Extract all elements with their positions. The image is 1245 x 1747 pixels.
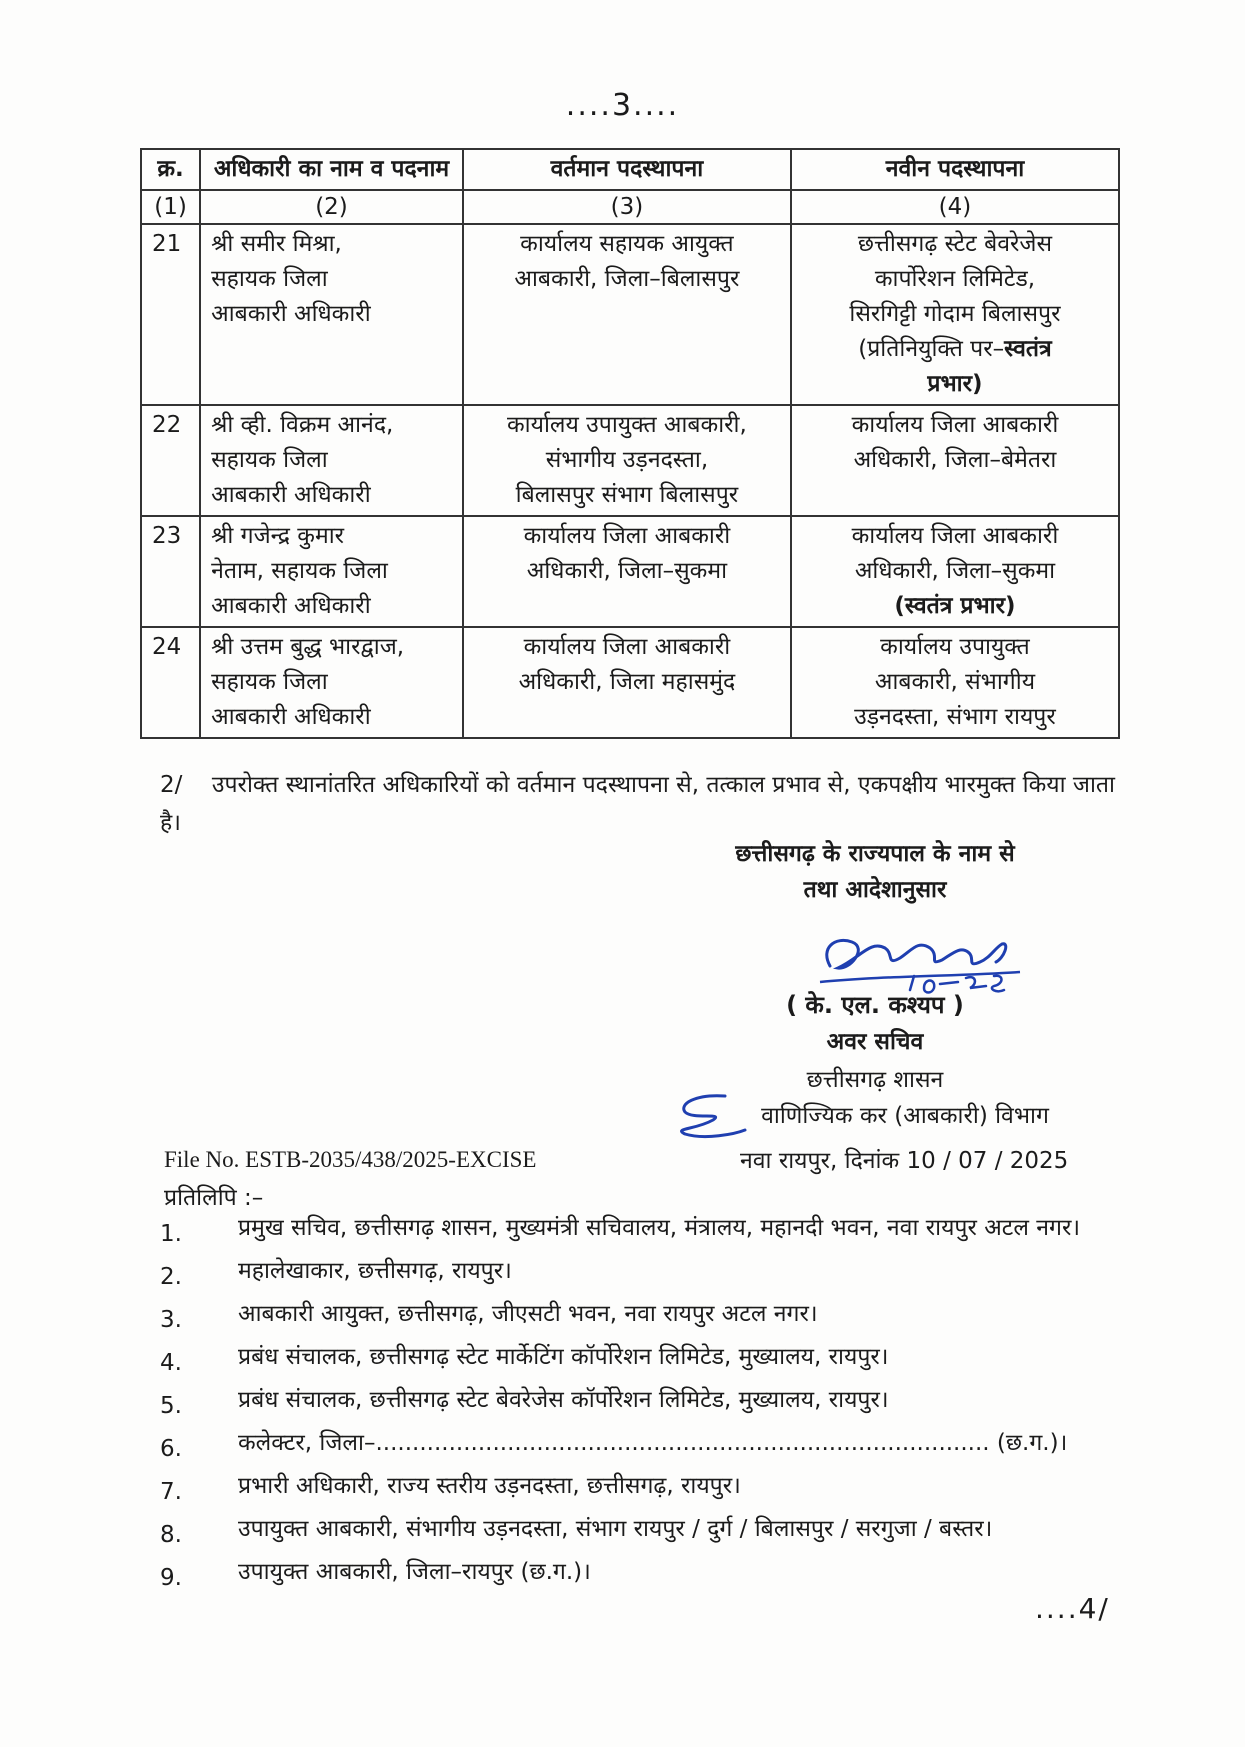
posting-text: (प्रतिनियुक्ति पर– <box>858 336 1005 362</box>
posting-line: उड़नदस्ता, संभाग रायपुर <box>854 704 1056 730</box>
signature-image <box>790 918 1050 998</box>
relief-paragraph <box>160 766 1115 842</box>
current-posting-cell <box>463 516 791 627</box>
posting-line: बिलासपुर संभाग बिलासपुर <box>515 482 739 508</box>
current-posting-cell <box>463 224 791 405</box>
list-text: प्रभारी अधिकारी, राज्य स्तरीय उड़नदस्ता, छत्तीसगढ़, रायपुर। <box>238 1473 741 1499</box>
list-item <box>160 1511 1115 1554</box>
posting-line: (स्वतंत्र प्रभार) <box>894 593 1016 619</box>
list-item <box>160 1554 1115 1597</box>
list-item <box>160 1253 1115 1296</box>
list-number: 1. <box>160 1221 182 1247</box>
table-header-row <box>141 149 1119 190</box>
col-number: (3) <box>463 190 791 224</box>
serial-cell: 24 <box>141 627 200 738</box>
serial-cell: 21 <box>141 224 200 405</box>
new-posting-cell <box>791 627 1119 738</box>
officer-line: आबकारी अधिकारी <box>211 704 371 730</box>
posting-line: कार्यालय सहायक आयुक्त <box>520 231 734 257</box>
officer-line: श्री उत्तम बुद्ध भारद्वाज, <box>211 634 405 660</box>
posting-line: संभागीय उड़नदस्ता, <box>545 447 709 473</box>
list-text: उपायुक्त आबकारी, जिला–रायपुर (छ.ग.)। <box>238 1559 591 1585</box>
table-row <box>141 405 1119 516</box>
officer-line: आबकारी अधिकारी <box>211 593 371 619</box>
officer-line: श्री गजेन्द्र कुमार <box>211 523 345 549</box>
col-number: (4) <box>791 190 1119 224</box>
serial-cell: 23 <box>141 516 200 627</box>
table-row <box>141 627 1119 738</box>
posting-line: अधिकारी, जिला महासमुंद <box>518 669 736 695</box>
col-number: (1) <box>141 190 200 224</box>
posting-line <box>802 332 1108 367</box>
list-number: 8. <box>160 1522 182 1548</box>
posting-line: आबकारी, संभागीय <box>874 669 1036 695</box>
posting-line: कार्यालय जिला आबकारी <box>851 412 1059 438</box>
list-text: महालेखाकार, छत्तीसगढ़, रायपुर। <box>238 1258 512 1284</box>
list-text: प्रबंध संचालक, छत्तीसगढ़ स्टेट मार्केटिंग कॉर्पोरेशन लिमिटेड, मुख्यालय, रायपुर। <box>238 1344 889 1370</box>
posting-line: कार्यालय जिला आबकारी <box>523 523 731 549</box>
column-number-row <box>141 190 1119 224</box>
posting-line: कार्यालय जिला आबकारी <box>851 523 1059 549</box>
file-number: File No. ESTB-2035/438/2025-EXCISE <box>164 1147 537 1172</box>
government-name: छत्तीसगढ़ शासन <box>806 1067 944 1093</box>
posting-line: अधिकारी, जिला–सुकमा <box>526 558 728 584</box>
officer-line: सहायक जिला <box>211 266 328 292</box>
list-item <box>160 1468 1115 1511</box>
posting-line: कार्यालय उपायुक्त <box>880 634 1030 660</box>
officer-line: सहायक जिला <box>211 447 328 473</box>
initial-mark-icon <box>665 1090 755 1140</box>
list-text: आबकारी आयुक्त, छत्तीसगढ़, जीएसटी भवन, नवा रायपुर अटल नगर। <box>238 1301 818 1327</box>
signatory-designation: अवर सचिव <box>826 1029 924 1055</box>
posting-line: आबकारी, जिला–बिलासपुर <box>514 266 740 292</box>
officer-cell <box>200 224 463 405</box>
list-item <box>160 1296 1115 1339</box>
list-item <box>160 1339 1115 1382</box>
current-posting-cell <box>463 405 791 516</box>
department-name: वाणिज्यिक कर (आबकारी) विभाग <box>761 1103 1049 1129</box>
posting-line: कार्यालय उपायुक्त आबकारी, <box>507 412 747 438</box>
header-current-posting: वर्तमान पदस्थापना <box>463 149 791 190</box>
posting-line: सिरगिट्टी गोदाम बिलासपुर <box>849 301 1061 327</box>
officer-line: नेताम, सहायक जिला <box>211 558 388 584</box>
header-serial: क्र. <box>141 149 200 190</box>
col-number: (2) <box>200 190 463 224</box>
list-item <box>160 1382 1115 1425</box>
list-number: 3. <box>160 1307 182 1333</box>
serial-cell: 22 <box>141 405 200 516</box>
authority-line-2: तथा आदेशानुसार <box>803 877 947 903</box>
posting-line: अधिकारी, जिला–सुकमा <box>854 558 1056 584</box>
posting-line: प्रभार) <box>927 371 983 397</box>
new-posting-cell <box>791 224 1119 405</box>
authority-line-1: छत्तीसगढ़ के राज्यपाल के नाम से <box>735 841 1015 867</box>
signatory-name: ( के. एल. कश्यप ) <box>786 991 964 1019</box>
officer-cell <box>200 516 463 627</box>
list-number: 5. <box>160 1393 182 1419</box>
list-number: 4. <box>160 1350 182 1376</box>
officer-line: श्री व्ही. विक्रम आनंद, <box>211 412 394 438</box>
posting-line: कार्यालय जिला आबकारी <box>523 634 731 660</box>
posting-line: छत्तीसगढ़ स्टेट बेवरेजेस <box>857 231 1053 257</box>
table-row <box>141 224 1119 405</box>
list-text: प्रबंध संचालक, छत्तीसगढ़ स्टेट बेवरेजेस कॉर्पोरेशन लिमिटेड, मुख्यालय, रायपुर। <box>238 1387 889 1413</box>
list-text: कलेक्टर, जिला–.................................................................................... (छ.ग.)। <box>238 1430 1068 1456</box>
officer-line: आबकारी अधिकारी <box>211 301 371 327</box>
list-number: 9. <box>160 1565 182 1591</box>
posting-line: अधिकारी, जिला–बेमेतरा <box>853 447 1057 473</box>
current-posting-cell <box>463 627 791 738</box>
list-number: 6. <box>160 1436 182 1462</box>
new-posting-cell <box>791 405 1119 516</box>
officer-cell <box>200 405 463 516</box>
paragraph-text: उपरोक्त स्थानांतरित अधिकारियों को वर्तमान पदस्थापना से, तत्काल प्रभाव से, एकपक्षीय भारमुक्त किया जाता है। <box>160 772 1115 836</box>
header-officer: अधिकारी का नाम व पदनाम <box>200 149 463 190</box>
list-item <box>160 1210 1115 1253</box>
transfer-table <box>140 148 1120 739</box>
officer-cell <box>200 627 463 738</box>
officer-line: श्री समीर मिश्रा, <box>211 231 342 257</box>
list-number: 7. <box>160 1479 182 1505</box>
place-date: नवा रायपुर, दिनांक 10 / 07 / 2025 <box>740 1148 1069 1174</box>
table-row <box>141 516 1119 627</box>
posting-emphasis: स्वतंत्र <box>1004 336 1052 362</box>
officer-line: सहायक जिला <box>211 669 328 695</box>
paragraph-number: 2/ <box>160 772 183 798</box>
officer-line: आबकारी अधिकारी <box>211 482 371 508</box>
copy-list <box>160 1210 1115 1597</box>
continued-marker: ....4/ <box>1035 1592 1110 1625</box>
new-posting-cell <box>791 516 1119 627</box>
page-number-header: ....3.... <box>565 88 680 123</box>
list-number: 2. <box>160 1264 182 1290</box>
copy-to-label: प्रतिलिपि :– <box>164 1185 264 1211</box>
list-text: उपायुक्त आबकारी, संभागीय उड़नदस्ता, संभाग रायपुर / दुर्ग / बिलासपुर / सरगुजा / बस्तर। <box>238 1516 993 1542</box>
header-new-posting: नवीन पदस्थापना <box>791 149 1119 190</box>
list-item <box>160 1425 1115 1468</box>
posting-line: कार्पोरेशन लिमिटेड, <box>874 266 1036 292</box>
list-text: प्रमुख सचिव, छत्तीसगढ़ शासन, मुख्यमंत्री सचिवालय, मंत्रालय, महानदी भवन, नवा रायपुर अटल नगर। <box>238 1215 1081 1241</box>
